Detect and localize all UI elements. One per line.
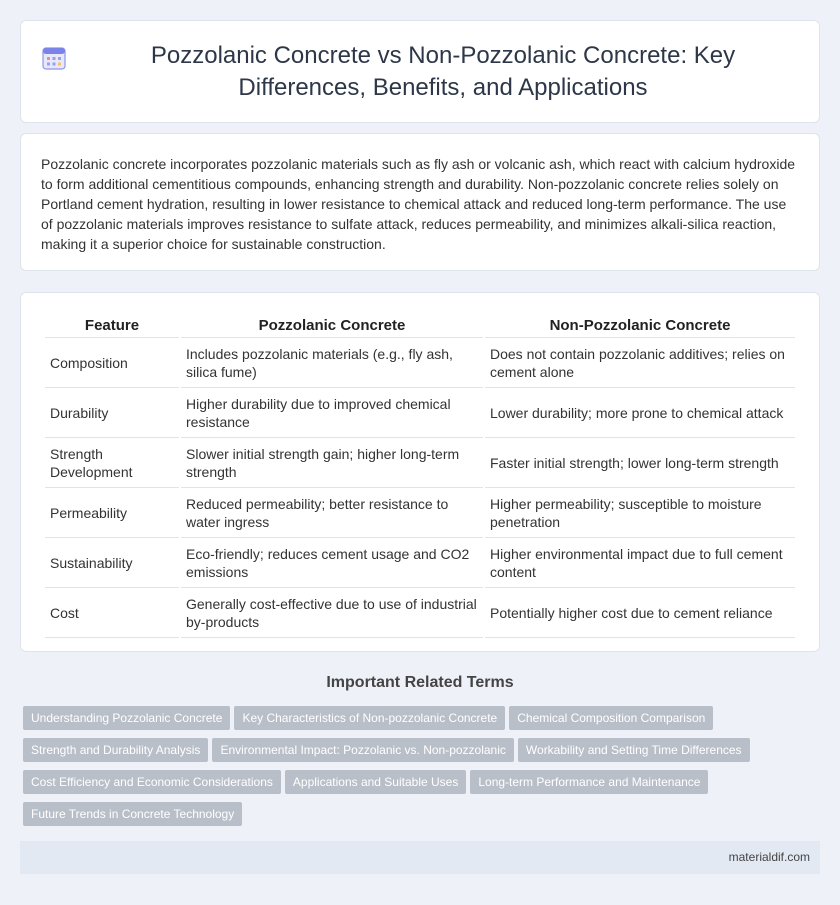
row-feature: Cost	[45, 588, 179, 638]
row-feature: Composition	[45, 338, 179, 388]
footer	[20, 841, 820, 874]
row-non-pozzolanic: Does not contain pozzolanic additives; relies on cement alone	[485, 338, 795, 388]
row-pozzolanic: Reduced permeability; better resistance to water ingress	[181, 488, 483, 538]
intro-paragraph: Pozzolanic concrete incorporates pozzolanic materials such as fly ash or volcanic ash, which react with calcium hydroxide to form additional cementitious compounds, enhancing strength and durability. Non-pozzolanic concrete relies solely on Portland cement hydration, resulting in lower resistance to chemical attack and reduced long-term performance. The use of pozzolanic materials improves resistance to sulfate attack, reduces permeability, and minimizes alkali-silica reaction, making it a superior choice for sustainable construction.	[41, 156, 796, 252]
row-pozzolanic: Slower initial strength gain; higher long-term strength	[181, 438, 483, 488]
row-feature: Durability	[45, 388, 179, 438]
table-row	[45, 338, 795, 388]
footer-site-link[interactable]: materialdif.com	[728, 850, 810, 864]
table-header-row	[45, 315, 795, 338]
row-non-pozzolanic: Lower durability; more prone to chemical attack	[485, 388, 795, 438]
header-card	[20, 20, 820, 123]
intro-card	[20, 133, 820, 271]
comparison-table	[43, 315, 797, 638]
comparison-table-card	[20, 292, 820, 652]
row-pozzolanic: Eco-friendly; reduces cement usage and CO2 emissions	[181, 538, 483, 588]
related-term-tag[interactable]: Future Trends in Concrete Technology	[23, 802, 242, 826]
header-pozzolanic: Pozzolanic Concrete	[181, 315, 483, 338]
related-term-tag[interactable]: Long-term Performance and Maintenance	[470, 770, 708, 794]
related-term-tag[interactable]: Understanding Pozzolanic Concrete	[23, 706, 230, 730]
row-non-pozzolanic: Higher permeability; susceptible to moisture penetration	[485, 488, 795, 538]
row-non-pozzolanic: Potentially higher cost due to cement reliance	[485, 588, 795, 638]
table-row	[45, 538, 795, 588]
related-term-tag[interactable]: Key Characteristics of Non-pozzolanic Concrete	[234, 706, 505, 730]
table-row	[45, 388, 795, 438]
row-feature: Sustainability	[45, 538, 179, 588]
row-pozzolanic: Higher durability due to improved chemical resistance	[181, 388, 483, 438]
row-feature: Strength Development	[45, 438, 179, 488]
related-term-tag[interactable]: Cost Efficiency and Economic Considerations	[23, 770, 281, 794]
row-non-pozzolanic: Faster initial strength; lower long-term strength	[485, 438, 795, 488]
related-term-tag[interactable]: Chemical Composition Comparison	[509, 706, 713, 730]
calendar-grid-icon	[41, 45, 67, 71]
row-non-pozzolanic: Higher environmental impact due to full cement content	[485, 538, 795, 588]
related-terms-list	[23, 706, 813, 834]
table-row	[45, 588, 795, 638]
related-term-tag[interactable]: Applications and Suitable Uses	[285, 770, 466, 794]
row-pozzolanic: Generally cost-effective due to use of industrial by-products	[181, 588, 483, 638]
header-non-pozzolanic: Non-Pozzolanic Concrete	[485, 315, 795, 338]
table-row	[45, 438, 795, 488]
row-feature: Permeability	[45, 488, 179, 538]
table-row	[45, 488, 795, 538]
page-title: Pozzolanic Concrete vs Non-Pozzolanic Concrete: Key Differences, Benefits, and Applications	[150, 41, 736, 101]
row-pozzolanic: Includes pozzolanic materials (e.g., fly ash, silica fume)	[181, 338, 483, 388]
header-feature: Feature	[45, 315, 179, 338]
related-term-tag[interactable]: Workability and Setting Time Differences	[518, 738, 750, 762]
related-terms-title: Important Related Terms	[326, 674, 514, 691]
related-term-tag[interactable]: Environmental Impact: Pozzolanic vs. Non-pozzolanic	[212, 738, 513, 762]
related-term-tag[interactable]: Strength and Durability Analysis	[23, 738, 208, 762]
